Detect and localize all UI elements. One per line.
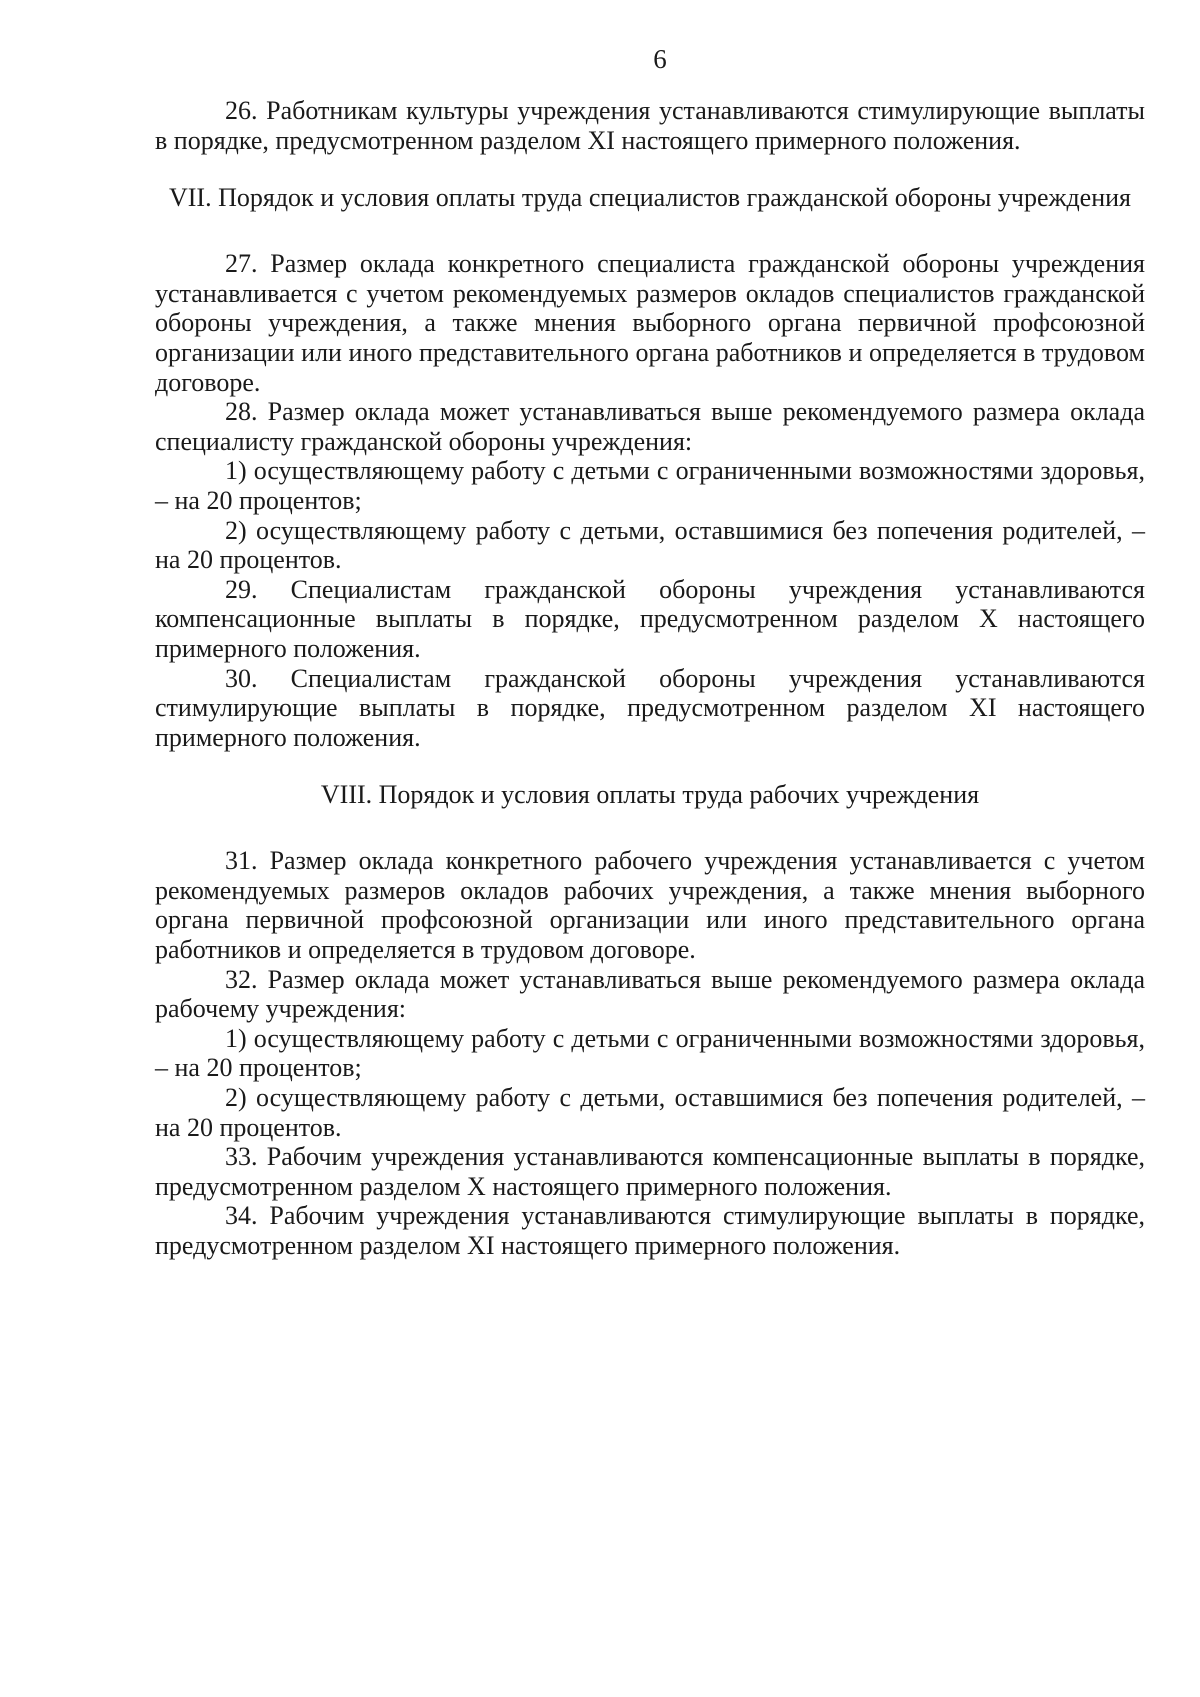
paragraph-29: 29. Специалистам гражданской обороны учреждения устанавливаются компенсационные выплаты в порядке, предусмотренном разделом X настоящего примерного положения.: [155, 574, 1145, 663]
paragraph-32: 32. Размер оклада может устанавливаться выше рекомендуемого размера оклада рабочему учреждения:: [155, 964, 1145, 1024]
paragraph-33: 33. Рабочим учреждения устанавливаются компенсационные выплаты в порядке, предусмотренном разделом X настоящего примерного положения.: [155, 1142, 1145, 1201]
paragraph-26: 26. Работникам культуры учреждения устанавливаются стимулирующие выплаты в порядке, предусмотренном разделом XI настоящего примерного положения.: [155, 96, 1145, 155]
paragraph-31: 31. Размер оклада конкретного рабочего учреждения устанавливается с учетом рекомендуемых размеров окладов рабочих учреждения, а также мнения выборного органа первичной профсоюзной организации или иного представительного органа работников и определяется в трудовом договоре.: [155, 846, 1145, 965]
paragraph-28: 28. Размер оклада может устанавливаться выше рекомендуемого размера оклада специалисту гражданской обороны учреждения:: [155, 397, 1145, 456]
paragraph-27: 27. Размер оклада конкретного специалиста гражданской обороны учреждения устанавливается с учетом рекомендуемых размеров окладов специалистов гражданской обороны учреждения, а также мнения выборного органа первичной профсоюзной организации или иного представительного органа работников и определяется в трудовом договоре.: [155, 249, 1145, 397]
section-heading-vii: VII. Порядок и условия оплаты труда специалистов гражданской обороны учреждения: [169, 183, 1131, 213]
paragraph-28-item-2: 2) осуществляющему работу с детьми, оставшимися без попечения родителей, – на 20 процентов.: [155, 515, 1145, 575]
document-body: [155, 96, 1145, 1261]
paragraph-30: 30. Специалистам гражданской обороны учреждения устанавливаются стимулирующие выплаты в порядке, предусмотренном разделом XI настоящего примерного положения.: [155, 663, 1145, 752]
page-number: 6: [653, 44, 667, 74]
paragraph-28-item-1: 1) осуществляющему работу с детьми с ограниченными возможностями здоровья, – на 20 процентов;: [155, 456, 1145, 515]
section-heading-viii: VIII. Порядок и условия оплаты труда рабочих учреждения: [320, 780, 980, 810]
paragraph-32-item-2: 2) осуществляющему работу с детьми, оставшимися без попечения родителей, – на 20 процентов.: [155, 1083, 1145, 1142]
paragraph-34: 34. Рабочим учреждения устанавливаются стимулирующие выплаты в порядке, предусмотренном разделом XI настоящего примерного положения.: [155, 1201, 1145, 1260]
paragraph-32-item-1: 1) осуществляющему работу с детьми с ограниченными возможностями здоровья, – на 20 процентов;: [155, 1023, 1145, 1083]
